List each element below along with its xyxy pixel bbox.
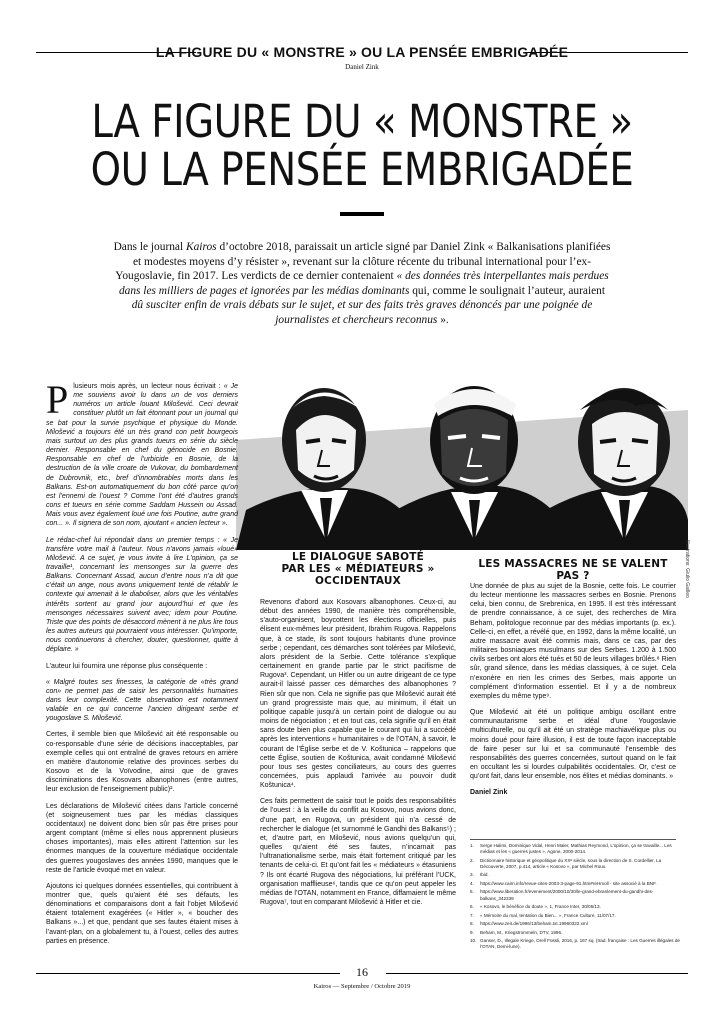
footnotes [470, 843, 680, 953]
running-head-author: Daniel Zink [345, 63, 379, 71]
footnote [470, 930, 680, 936]
footnote [470, 904, 680, 910]
footnote [470, 872, 680, 878]
col1-paragraph-3: L’auteur lui fournira une réponse plus conséquente : [46, 662, 208, 670]
running-head-title: LA FIGURE DU « MONSTRE » OU LA PENSÉE EMBRIGADÉE [155, 44, 569, 60]
footnote [470, 889, 680, 901]
intro-quote-2: dû susciter enfin de vrais débats sur le sujet, et sur des faits très graves dénoncés par une poignée de journalistes et chercheurs reconnus [131, 299, 593, 326]
footnote-number: 4. [470, 880, 474, 886]
footnote-text: Beham, M., Kriegstrommeln, DTV, 1996. [480, 929, 563, 935]
column-1 [46, 377, 238, 953]
notes-rule [470, 839, 676, 840]
page-number: 16 [356, 965, 368, 979]
footnote-number: 2. [470, 857, 474, 863]
col2-paragraph-2: Ces faits permettent de saisir tout le poids des responsabilités de l’ouest : à la veille du conflit au Kosovo, nous avions donc, d’une part, en Rugova, un président qui n’a cessé de rechercher le dialogue (et surnommé le Gandhi des Balkans⁵) ; et, d’autre part, en Milošević, nous avions quelqu’un qui, quelles qu’aient été ses fautes, n’incarnait pas l’ultranationalisme serbe, mais était fortement critiqué par les tenants de celui-ci. Et qu’ont fait les « médiateurs » étasuniens ? Ils ont écarté Rugova des négociations, lui préférant l’UCK, organisation mafflieuse⁶, tandis que ce qu’on peut appeler les médias de l’OTAN, notamment en France, diffamaient le même Rugova⁷, tout en comparant Milošević à Hitler et cie. [260, 798, 456, 906]
portraits-illustration [236, 370, 688, 550]
footnote-number: 5. [470, 889, 474, 895]
footnote-text: Ibid. [480, 872, 489, 878]
section-heading-massacres: LES MASSACRES NE SE VALENT PAS ? [478, 558, 668, 582]
col1-paragraph-4: « Malgré toutes ses finesses, la catégorie de «très grand con» ne permet pas de saisir les personnalités humaines dans leur complexité. Cette observation est notamment valable en ce qui concerne l’ancien dirigeant serbe et yougoslave S. Milošević. [46, 678, 238, 723]
drop-cap: P [46, 377, 69, 422]
footnote-number: 8. [470, 921, 474, 927]
footnote [470, 881, 680, 887]
col1-paragraph-1: Plusieurs mois après, un lecteur nous écrivait : « Je me souviens avoir lu dans un de vos derniers numéros un article louant Milošević. Ceci devrait constituer plutôt un fait étonnant pour un journal qui se bat pour la survie psychique et physique du Monde. Milošević a toujours été un très grand con petit bourgeois mais surtout un des plus grands tueurs en série du siècle dernier. Responsable en chef du génocide en Bosnie. Responsable en chef de l’urbicide en Bosnie, de la destruction de la ville croate de Vukovar, du bombardement de Dubrovnik, etc., bref d’innombrables morts dans les Balkans. Est-on automatiquement du bon côté parce qu’on est l’ennemi de l’ouest ? Comme l’ont été d’autres grands cons et tueurs en série comme Saddam Hussein ou Assad. Mais vous avez également loué une fois Poutine, autre grand con... ». Il signera de son nom, ajoutant « ancien lecteur ». [46, 377, 238, 528]
footnote-text: Dictionnaire historique et géopolitique du XXᵉ siècle, sous la direction de S. Cordellier, La Découverte, 2007, p.414, article « Kosovo », par Michel Roux. [480, 857, 662, 869]
footnote-text: Ganser, D., Illegale Kriege, Orell Füssli, 2016, p. 167 sq. (trad. française : Les Guerres illégales de l’OTAN, Demi-lune). [480, 938, 680, 950]
footnote-number: 1. [470, 843, 474, 848]
page-title [76, 95, 647, 196]
footnote [470, 913, 680, 919]
footnote-text: https://www.liberation.fr/evenement/2000/10/30/le-grand-ebranlement-du-gandhi-des-balkans_342339 [480, 889, 654, 901]
intro-text-2: d’octobre 2018, paraissait un article signé par Daniel Zink « Balkanisations planifiées et modestes moyens d’y résister », revenant sur la clôture récente du tribunal international pour l’ex-Yougoslavie, fin 2017. Les verdicts de ce dernier contenaient [115, 241, 611, 283]
intro-text-4: ». [437, 313, 449, 326]
footnote-text: https://www.zeit.de/1996/13/beham.txt.19960322.xml [480, 921, 588, 927]
footnote-number: 3. [470, 872, 474, 878]
intro-paragraph [112, 240, 612, 328]
page-title-line-1: LA FIGURE DU « MONSTRE » [91, 95, 633, 148]
footnote-number: 9. [470, 929, 474, 935]
col1-paragraph-2: Le rédac-chef lui répondait dans un premier temps : « Je transfère votre mail à l’auteur. Nous n’avons jamais «loué» Milošević. A ce sujet, je vous invite à lire L’opinion, ça se travaille¹, concernant les mensonges sur la guerre des Balkans. Concernant Assad, aucun d’entre nous n’a dit que c’était un ange, nous avons uniquement tenté de rétablir le contexte qui amenait à le diaboliser, alors que les véritables intérêts sortent au grand jour aujourd’hui et que les mensonges nécessaires suivent avec; idem pour Poutine. Triste que des points de désaccord mènent à ne plus lire tous les autres auteurs qui pourraient vous intéresser. Qu’importe, nous continuerons à chercher, douter, questionner, quitte à déplaire. » [46, 536, 238, 654]
col1-paragraph-6: Les déclarations de Milošević citées dans l’article concerné (et soigneusement tues par les médias classiques occidentaux) ne doivent donc bien sûr pas être prises pour argent comptant (même si elles nous apprennent plusieurs choses importantes), mais elles attirent l’attention sur les énormes manques de la couverture médiatique occidentale des guerres yougoslaves des années 1990, manques que le reste de l’article évoqué met en valeur. [46, 802, 238, 874]
section-heading-dialogue: LE DIALOGUE SABOTÉ PAR LES « MÉDIATEURS » OCCIDENTAUX [281, 551, 435, 587]
column-2 [260, 598, 456, 914]
intro-text-1: Dans le journal [113, 241, 186, 253]
footnote [470, 921, 680, 927]
intro-journal-name: Kairos [186, 241, 217, 253]
intro-text-3: qui, comme le soulignait l’auteur, auraient [409, 284, 606, 297]
col1-paragraph-5: Certes, il semble bien que Milošević ait été responsable ou co-responsable d’une série de décisions inacceptables, par exemple celles qui ont entraîné de graves retours en arrière en matière d’autonomie relative des provinces serbes du Kosovo et de la Voïvodine, ainsi que de graves discriminations des Kosovars albanophones (entre autres, leur exclusion de l’enseignement public)². [46, 731, 238, 794]
signature: Daniel Zink [470, 789, 508, 797]
col1-paragraph-7: Ajoutons ici quelques données essentielles, qui contribuent à montrer que, quels qu’aient été ses défauts, les dénominations et comparaisons dont a fait l’objet Milošević étaient totalement exagérées (« Hitler », « boucher des Balkans »...) et que, pendant que ses fautes étaient mises à l’avant-plan, on a globalement tu, à l’ouest, celles des autres parties en présence. [46, 882, 238, 945]
illustration-credit: Illustrations: Giulio Gailleo [684, 540, 690, 598]
footnote-number: 10. [470, 938, 477, 944]
footnote [470, 843, 680, 855]
col2-paragraph-1: Revenons d’abord aux Kosovars albanophones. Ceux-ci, au début des années 1990, de manière très compréhensible, s’auto-organisent, boycottent les élections officielles, puis élisent eux-mêmes leur président, Ibrahim Rugova. Rappelons que, à ce stade, ils sont toujours habitants d’une province serbe ; cependant, ces démarches sont tolérées par Milošević, alors président de la Serbie. Cette tolérance s’explique certainement en grande partie par le strict pacifisme de Rugova³. Cependant, un Hitler ou un autre dirigeant de ce type aurait-il laissé passer ces démarches des albanophones ? Rien sûr que non. Cela ne signifie pas que Milošević aurait été un grand progressiste mais que, au minimum, il était un politique capable jusqu’à un certain point de dialogue ou au moins de négociation ; et en tout cas, cela signifie qu’il en était sans doute bien plus capable que le courant qui lui a succédé après les interventions « humanitaires » de l’OTAN, à savoir, le courant de l’Église serbe et de V. Koštunica – rappelons que cette Église, soutien de Koštunica, avait condamné Milošević pour tous ses gestes conciliateurs, au cours des guerres concernées, puis applaudi l’arrivée au pouvoir dudit Koštunica⁴. [260, 599, 456, 790]
footnote-number: 6. [470, 904, 474, 910]
footnote [470, 938, 680, 950]
footnote-text: Serge Halimi, Dominique Vidal, Henri Maler, Mathias Reymond, L’opinion, ça se travaille... Les médias et les « guerres justes », Agone, 2000-2014. [480, 843, 672, 855]
footnote-text: https://www.cairn.info/revue-cites-2003-3-page-91.htm#reHmoll - site associé à la BNF. [480, 880, 657, 886]
column-3 [470, 582, 676, 804]
magazine-issue: Kairos — Septembre / Octobre 2019 [313, 983, 411, 990]
col3-paragraph-1: Une donnée de plus au sujet de la Bosnie, cette fois. Le courrier du lecteur mentionne les massacres serbes en Bosnie. Prenons celui, bien connu, de Srebrenica, en 1995. Il est très intéressant de prendre connaissance, à ce sujet, des recherches de Mira Beham, politologue reconnue par des médias importants (p. ex.). Celle-ci, en effet, a révélé que, en 1992, dans la même localité, un autre massacre avait été commis mais, dans ce cas, par des militaires bosniaques musulmans sur des Serbes. 1.200 à 1.500 civils serbes ont alors été tués et 50 de leurs villages brûlés.⁸ Rien sûr, grand silence, dans les médias classiques, à ce sujet. Cela n’exonère en rien les crimes des Serbes, mais apporte un complément d’information essentiel. Et il y a de nombreux exemples du même type⁹. [470, 583, 676, 700]
footnote-text: « Mémoire du mal, tentation du Bien... », France Culture, 11/07/17. [480, 912, 616, 918]
footnote [470, 858, 680, 870]
page-title-line-2: OU LA PENSÉE EMBRIGADÉE [90, 143, 634, 196]
footer-rule-right [386, 973, 688, 974]
running-head [0, 44, 724, 71]
title-rule [340, 212, 384, 216]
footnote-text: « Kosovo, le bénéfice du doute », 1, France Inter, 30/05/13. [480, 904, 601, 910]
footnote-number: 7. [470, 912, 474, 918]
intro-quote-1: « des données très interpellantes mais perdues dans les milliers de pages et ignorées par les médias dominants [118, 270, 609, 297]
footer-rule-left [36, 973, 340, 974]
col3-paragraph-2: Que Milošević ait été un politique ambigu oscillant entre communautarisme serbe et idéal d’une Yougoslavie multiculturelle, ou qu’il ait été un stratège machiavélique plus ou moins doué pour faire illusion, il est de toute façon inacceptable de faire peser sur lui et sa communauté l’ensemble des responsabilités des guerres concernées, surtout quand on le fait en occultant les si lourdes culpabilités occidentales. Or, c’est ce qu’ont fait, dans leur ensemble, nos élites et médias dominants. » [470, 709, 676, 781]
